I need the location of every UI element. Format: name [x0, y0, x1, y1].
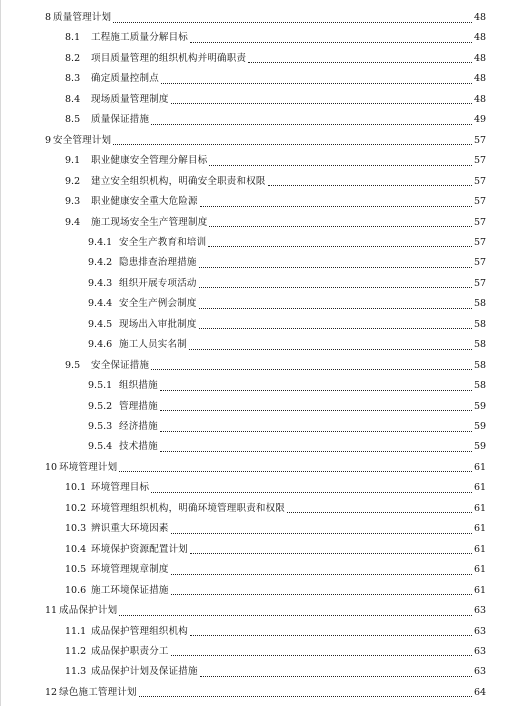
- toc-entry-title: 环境管理规章制度: [91, 564, 169, 576]
- toc-entry-number: 9.4.1: [88, 236, 113, 248]
- toc-dot-leader: [151, 124, 472, 125]
- toc-entry-title: 环境管理计划: [59, 461, 118, 473]
- toc-entry-page-number: 58: [474, 380, 487, 392]
- toc-entry-8-3[interactable]: [65, 69, 486, 89]
- toc-dot-leader: [287, 512, 472, 513]
- toc-entry-number: 9.4.5: [88, 318, 113, 330]
- toc-entry-page-number: 57: [474, 236, 487, 248]
- toc-entry-page-number: 63: [474, 625, 487, 637]
- toc-entry-number: 9: [45, 134, 52, 146]
- toc-dot-leader: [139, 696, 472, 697]
- toc-dot-leader: [268, 185, 472, 186]
- toc-dot-leader: [200, 206, 472, 207]
- toc-entry-page-number: 61: [474, 523, 487, 535]
- toc-entry-9-5-2[interactable]: [88, 397, 486, 417]
- toc-entry-10[interactable]: [45, 458, 486, 478]
- toc-entry-page-number: 58: [474, 359, 487, 371]
- toc-entry-number: 11: [45, 605, 58, 617]
- toc-entry-9-4-2[interactable]: [88, 253, 486, 273]
- toc-entry-number: 10: [45, 461, 58, 473]
- toc-entry-page-number: 59: [474, 441, 487, 453]
- toc-entry-title: 施工环境保证措施: [91, 584, 169, 596]
- toc-entry-number: 9.2: [65, 175, 81, 187]
- toc-entry-title: 成品保护管理组织机构: [91, 625, 189, 637]
- toc-entry-10-6[interactable]: [65, 581, 486, 601]
- toc-dot-leader: [161, 83, 472, 84]
- toc-entry-9-4-6[interactable]: [88, 335, 486, 355]
- toc-dot-leader: [208, 246, 472, 247]
- toc-entry-number: 10.2: [65, 502, 87, 514]
- toc-entry-title: 隐患排查治理措施: [119, 257, 197, 269]
- toc-entry-8-1[interactable]: [65, 28, 486, 48]
- toc-entry-number: 9.1: [65, 155, 81, 167]
- toc-dot-leader: [200, 676, 472, 677]
- toc-entry-page-number: 61: [474, 543, 487, 555]
- toc-entry-title: 安全生产例会制度: [119, 298, 197, 310]
- toc-entry-number: 9.4.3: [88, 277, 113, 289]
- toc-entry-title: 环境管理组织机构，明确环境管理职责和权限: [91, 502, 286, 514]
- toc-dot-leader: [209, 226, 472, 227]
- toc-entry-number: 10.1: [65, 482, 87, 494]
- toc-entry-title: 成品保护计划及保证措施: [91, 666, 198, 678]
- toc-entry-page-number: 58: [474, 339, 487, 351]
- toc-entry-title: 成品保护职责分工: [91, 645, 169, 657]
- toc-entry-title: 建立安全组织机构，明确安全职责和权限: [91, 175, 266, 187]
- toc-entry-page-number: 57: [474, 196, 487, 208]
- toc-entry-page-number: 61: [474, 461, 487, 473]
- toc-dot-leader: [199, 308, 472, 309]
- toc-entry-page-number: 57: [474, 277, 487, 289]
- toc-entry-title: 安全保证措施: [91, 359, 150, 371]
- toc-dot-leader: [160, 390, 472, 391]
- toc-entry-page-number: 61: [474, 584, 487, 596]
- toc-entry-title: 成品保护计划: [59, 605, 118, 617]
- toc-entry-title: 确定质量控制点: [91, 73, 159, 85]
- toc-entry-9-2[interactable]: [65, 172, 486, 192]
- toc-dot-leader: [160, 431, 472, 432]
- toc-entry-number: 9.5.1: [88, 380, 113, 392]
- toc-entry-title: 施工人员实名制: [119, 339, 187, 351]
- toc-entry-title: 职业健康安全重大危险源: [91, 196, 198, 208]
- toc-entry-9-5-1[interactable]: [88, 376, 486, 396]
- toc-dot-leader: [171, 655, 472, 656]
- toc-dot-leader: [171, 103, 472, 104]
- toc-entry-11-3[interactable]: [65, 662, 486, 682]
- toc-entry-page-number: 63: [474, 645, 487, 657]
- toc-entry-page-number: 48: [474, 93, 487, 105]
- toc-entry-page-number: 58: [474, 298, 487, 310]
- toc-entry-9-4-3[interactable]: [88, 274, 486, 294]
- toc-entry-number: 8: [45, 12, 52, 23]
- toc-entry-title: 项目质量管理的组织机构并明确职责: [91, 52, 247, 64]
- toc-entry-title: 现场出入审批制度: [119, 318, 197, 330]
- toc-entry-page-number: 58: [474, 318, 487, 330]
- toc-entry-number: 9.5: [65, 359, 81, 371]
- toc-entry-10-2[interactable]: [65, 499, 486, 519]
- toc-entry-page-number: 57: [474, 175, 487, 187]
- toc-entry-11-2[interactable]: [65, 642, 486, 662]
- toc-entry-number: 9.5.3: [88, 421, 113, 432]
- toc-dot-leader: [160, 451, 472, 452]
- toc-entry-page-number: 61: [474, 502, 487, 514]
- toc-entry-title: 组织措施: [119, 380, 158, 392]
- toc-entry-number: 10.5: [65, 564, 87, 576]
- toc-entry-page-number: 57: [474, 155, 487, 167]
- toc-entry-page-number: 57: [474, 216, 487, 228]
- toc-dot-leader: [119, 615, 472, 616]
- toc-entry-number: 8.3: [65, 73, 81, 85]
- toc-entry-9[interactable]: [45, 131, 486, 151]
- toc-entry-title: 组织开展专项活动: [119, 277, 197, 289]
- toc-dot-leader: [171, 533, 472, 534]
- toc-entry-title: 安全管理计划: [53, 134, 112, 146]
- toc-entry-9-5-3[interactable]: [88, 417, 486, 437]
- toc-entry-9-1[interactable]: [65, 151, 486, 171]
- toc-entry-9-4[interactable]: [65, 213, 486, 233]
- toc-entry-number: 12: [45, 686, 58, 698]
- toc-entry-number: 9.4.2: [88, 257, 113, 269]
- toc-entry-page-number: 49: [474, 114, 487, 126]
- toc-dot-leader: [113, 144, 472, 145]
- toc-entry-page-number: 48: [474, 52, 487, 64]
- toc-entry-8-2[interactable]: [65, 49, 486, 69]
- toc-entry-number: 11.2: [65, 645, 87, 657]
- toc-dot-leader: [199, 328, 472, 329]
- toc-dot-leader: [190, 42, 472, 43]
- toc-entry-title: 工程施工质量分解目标: [91, 32, 189, 44]
- toc-entry-page-number: 48: [474, 73, 487, 85]
- toc-entry-title: 质量保证措施: [91, 114, 150, 126]
- toc-entry-number: 11.1: [65, 625, 87, 637]
- toc-dot-leader: [199, 267, 472, 268]
- toc-dot-leader: [199, 287, 472, 288]
- toc-dot-leader: [160, 410, 472, 411]
- toc-dot-leader: [190, 553, 472, 554]
- toc-entry-8-4[interactable]: [65, 90, 486, 110]
- toc-dot-leader: [189, 349, 472, 350]
- toc-dot-leader: [190, 635, 472, 636]
- toc-entry-title: 安全生产教育和培训: [119, 236, 207, 248]
- toc-entry-page-number: 63: [474, 605, 487, 617]
- toc-entry-page-number: 57: [474, 134, 487, 146]
- toc-entry-title: 绿色施工管理计划: [59, 686, 137, 698]
- toc-entry-title: 辨识重大环境因素: [91, 523, 169, 535]
- toc-entry-11[interactable]: [45, 601, 486, 621]
- toc-dot-leader: [171, 574, 472, 575]
- toc-entry-number: 8.2: [65, 52, 81, 64]
- toc-entry-page-number: 48: [474, 12, 487, 23]
- toc-entry-number: 8.4: [65, 93, 81, 105]
- toc-entry-number: 9.5.4: [88, 441, 113, 453]
- toc-entry-12[interactable]: [45, 683, 486, 703]
- toc-entry-page-number: 61: [474, 564, 487, 576]
- toc-dot-leader: [151, 369, 472, 370]
- toc-entry-number: 8.1: [65, 32, 81, 44]
- toc-entry-number: 9.5.2: [88, 400, 113, 412]
- toc-dot-leader: [119, 471, 472, 472]
- toc-entry-number: 8.5: [65, 114, 81, 126]
- toc-entry-title: 环境管理目标: [91, 482, 150, 494]
- toc-entry-11-1[interactable]: [65, 622, 486, 642]
- toc-entry-10-5[interactable]: [65, 560, 486, 580]
- toc-entry-title: 技术措施: [119, 441, 158, 453]
- toc-entry-number: 11.3: [65, 666, 87, 678]
- toc-entry-title: 职业健康安全管理分解目标: [91, 155, 208, 167]
- toc-entry-number: 9.3: [65, 196, 81, 208]
- toc-dot-leader: [171, 594, 472, 595]
- toc-dot-leader: [209, 165, 472, 166]
- toc-entry-9-4-1[interactable]: [88, 233, 486, 253]
- toc-entry-title: 管理措施: [119, 400, 158, 412]
- toc-entry-8-5[interactable]: [65, 110, 486, 130]
- toc-entry-title: 环境保护资源配置计划: [91, 543, 189, 555]
- toc-entry-number: 10.3: [65, 523, 87, 535]
- toc-dot-leader: [113, 22, 472, 23]
- toc-entry-page-number: 64: [474, 686, 487, 698]
- toc-entry-number: 10.6: [65, 584, 87, 596]
- toc-entry-page-number: 61: [474, 482, 487, 494]
- toc-entry-9-5-4[interactable]: [88, 437, 486, 457]
- toc-entry-9-3[interactable]: [65, 192, 486, 212]
- toc-entry-number: 9.4.6: [88, 339, 113, 351]
- toc-entry-9-4-5[interactable]: [88, 315, 486, 335]
- toc-entry-title: 质量管理计划: [53, 12, 112, 23]
- toc-entry-10-1[interactable]: [65, 478, 486, 498]
- toc-entry-title: 现场质量管理制度: [91, 93, 169, 105]
- toc-entry-title: 经济措施: [119, 421, 158, 432]
- toc-entry-page-number: 57: [474, 257, 487, 269]
- toc-entry-page-number: 48: [474, 32, 487, 44]
- toc-entry-number: 10.4: [65, 543, 87, 555]
- toc-entry-page-number: 59: [474, 400, 487, 412]
- toc-entry-page-number: 59: [474, 421, 487, 432]
- toc-entry-number: 9.4: [65, 216, 81, 228]
- toc-entry-10-3[interactable]: [65, 519, 486, 539]
- toc-dot-leader: [248, 62, 472, 63]
- toc-entry-10-4[interactable]: [65, 540, 486, 560]
- toc-dot-leader: [151, 492, 472, 493]
- toc-entry-number: 9.4.4: [88, 298, 113, 310]
- toc-entry-page-number: 63: [474, 666, 487, 678]
- toc-entry-9-5[interactable]: [65, 356, 486, 376]
- toc-entry-9-4-4[interactable]: [88, 294, 486, 314]
- toc-entry-title: 施工现场安全生产管理制度: [91, 216, 208, 228]
- toc-entry-8[interactable]: [45, 8, 486, 28]
